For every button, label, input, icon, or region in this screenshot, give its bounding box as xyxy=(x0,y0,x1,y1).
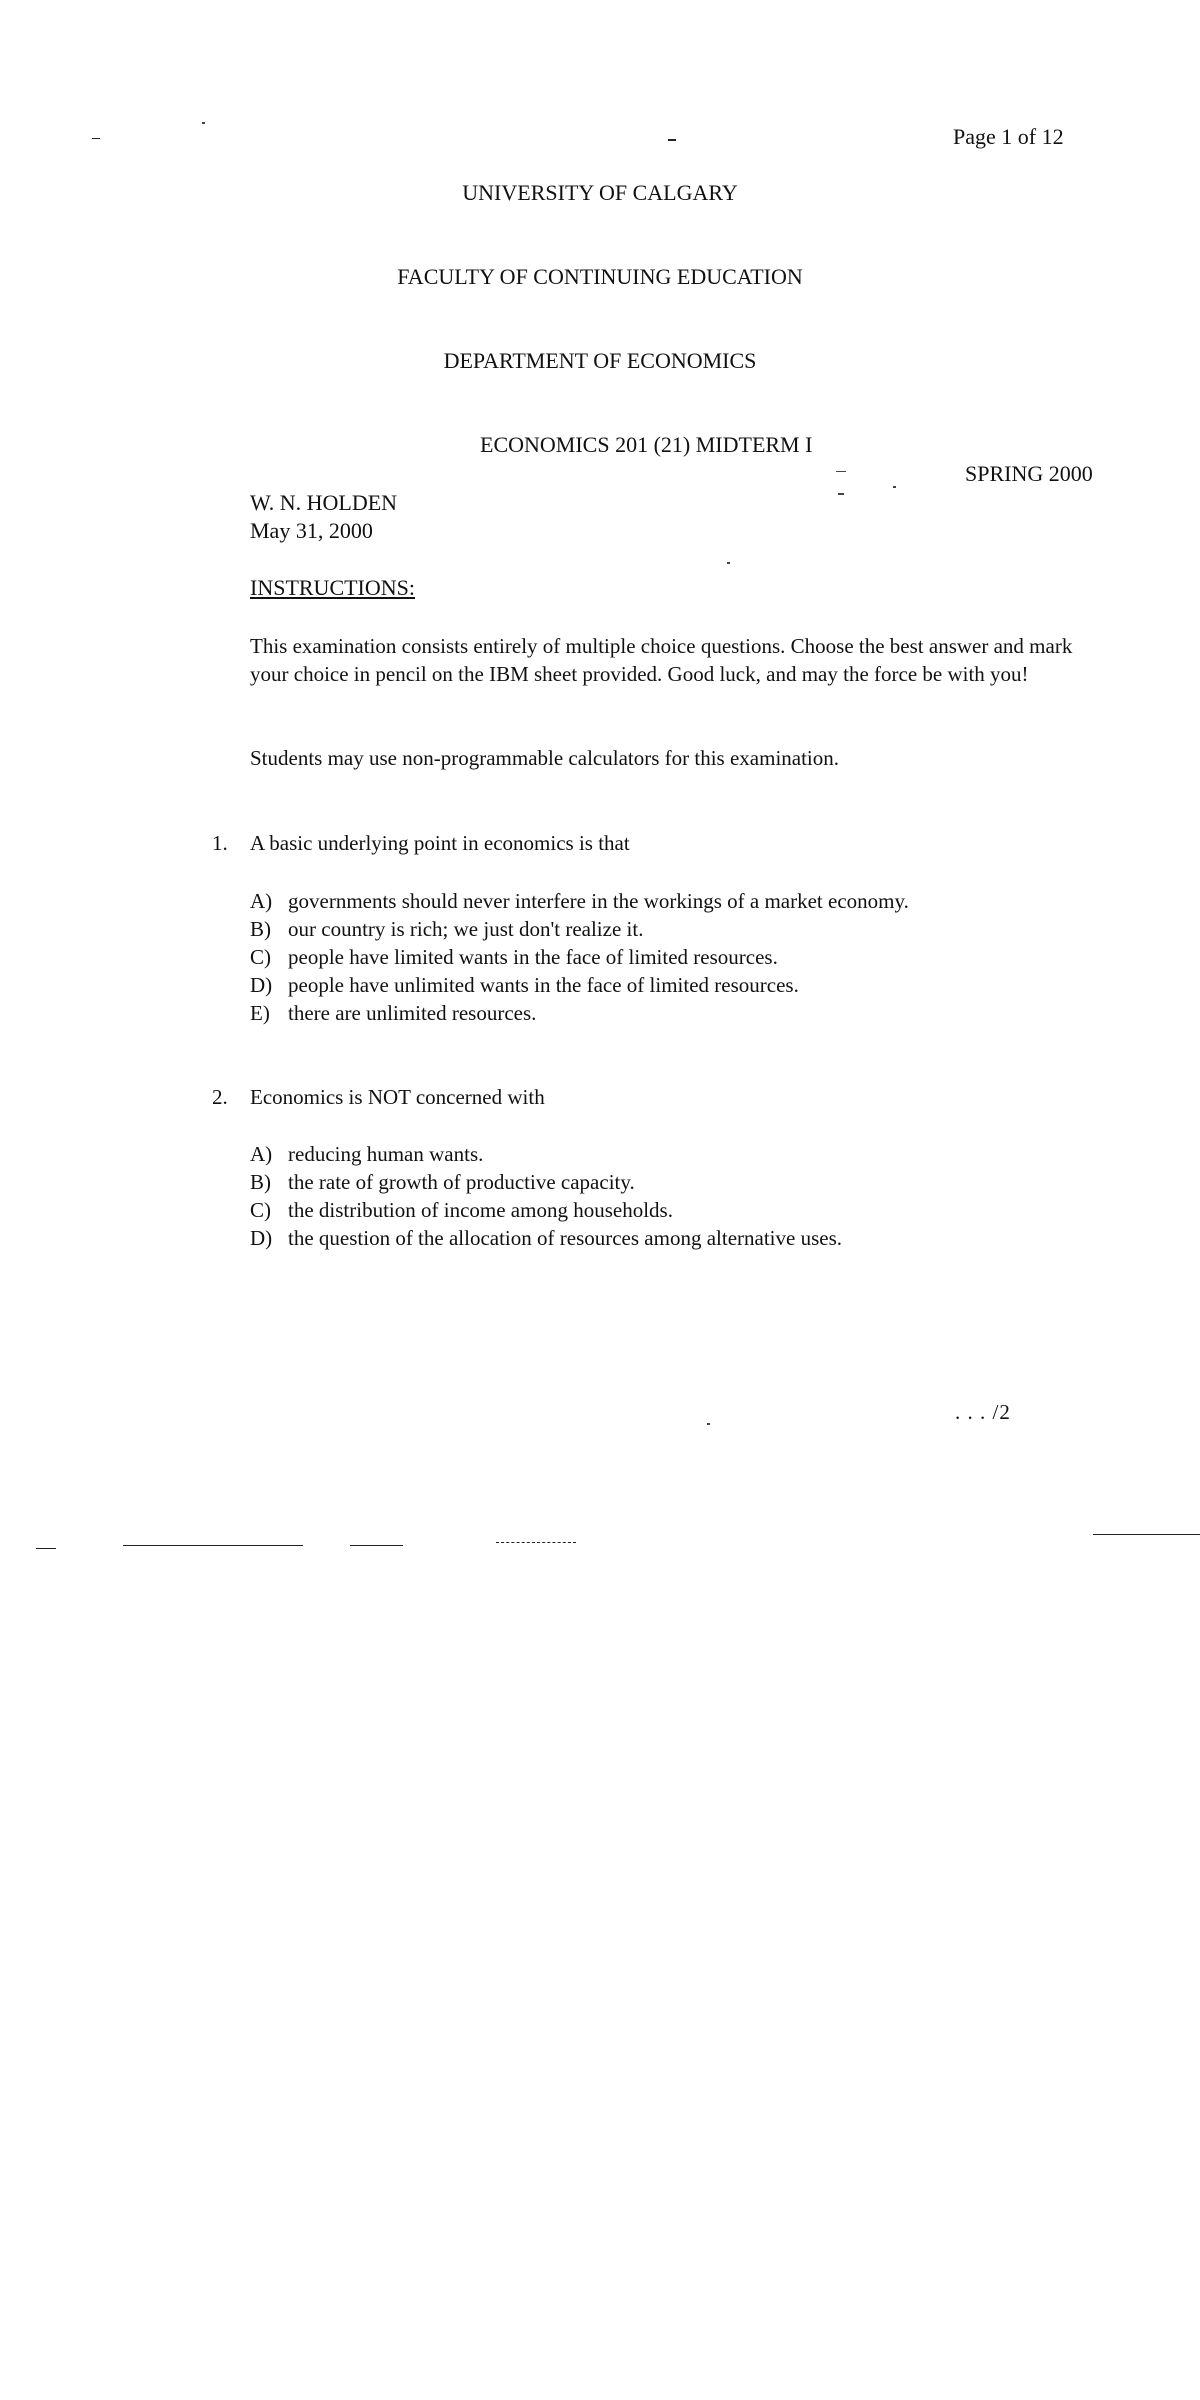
course-title: ECONOMICS 201 (21) MIDTERM I xyxy=(480,432,813,457)
scan-rule xyxy=(123,1545,303,1546)
question-text: Economics is NOT concerned with xyxy=(250,1085,545,1109)
option-letter: A) xyxy=(250,1142,273,1166)
scan-rule xyxy=(1093,1534,1200,1535)
continuation-marker: . . . /2 xyxy=(955,1400,1011,1424)
scan-rule xyxy=(350,1545,403,1546)
option-letter: D) xyxy=(250,1226,273,1250)
exam-term: SPRING 2000 xyxy=(965,461,1093,486)
instructions-paragraph: This examination consists entirely of multiple choice questions. Choose the best answer and mark your choice in pencil on the IBM sheet provided. Good luck, and may the force be with you! xyxy=(250,634,1073,686)
question-text: A basic underlying point in economics is that xyxy=(250,831,630,855)
question-number: 1. xyxy=(212,831,228,855)
scan-speck xyxy=(202,122,205,124)
scan-speck xyxy=(836,471,846,472)
scan-rule xyxy=(496,1542,576,1543)
instructor-name: W. N. HOLDEN xyxy=(250,490,398,515)
university-name: UNIVERSITY OF CALGARY xyxy=(462,180,738,205)
faculty-name: FACULTY OF CONTINUING EDUCATION xyxy=(397,264,803,289)
option-text: there are unlimited resources. xyxy=(288,1001,537,1025)
option-text: the rate of growth of productive capacity. xyxy=(288,1170,635,1194)
option-letter: D) xyxy=(250,973,273,997)
option-text: reducing human wants. xyxy=(288,1142,484,1166)
option-letter: E) xyxy=(250,1001,270,1025)
page-number: Page 1 of 12 xyxy=(953,124,1064,149)
question-number: 2. xyxy=(212,1085,228,1109)
department-name: DEPARTMENT OF ECONOMICS xyxy=(443,348,757,373)
option-text: our country is rich; we just don't realize it. xyxy=(288,917,644,941)
exam-date: May 31, 2000 xyxy=(250,518,373,543)
scan-speck xyxy=(893,486,896,488)
option-text: the question of the allocation of resources among alternative uses. xyxy=(288,1226,842,1250)
calculator-note: Students may use non-programmable calculators for this examination. xyxy=(250,746,840,770)
option-letter: A) xyxy=(250,889,273,913)
option-text: the distribution of income among households. xyxy=(288,1198,673,1222)
option-text: people have unlimited wants in the face of limited resources. xyxy=(288,973,799,997)
scan-mark xyxy=(92,138,100,139)
instructions-title: INSTRUCTIONS: xyxy=(250,575,416,600)
option-text: people have limited wants in the face of limited resources. xyxy=(288,945,778,969)
scan-rule xyxy=(36,1548,56,1549)
option-letter: C) xyxy=(250,945,271,969)
scan-speck xyxy=(727,562,730,564)
option-letter: B) xyxy=(250,1170,271,1194)
scan-speck xyxy=(838,493,844,495)
option-letter: B) xyxy=(250,917,271,941)
option-text: governments should never interfere in the workings of a market economy. xyxy=(288,889,909,913)
option-letter: C) xyxy=(250,1198,271,1222)
scan-speck xyxy=(707,1423,710,1425)
scan-mark xyxy=(668,139,676,141)
